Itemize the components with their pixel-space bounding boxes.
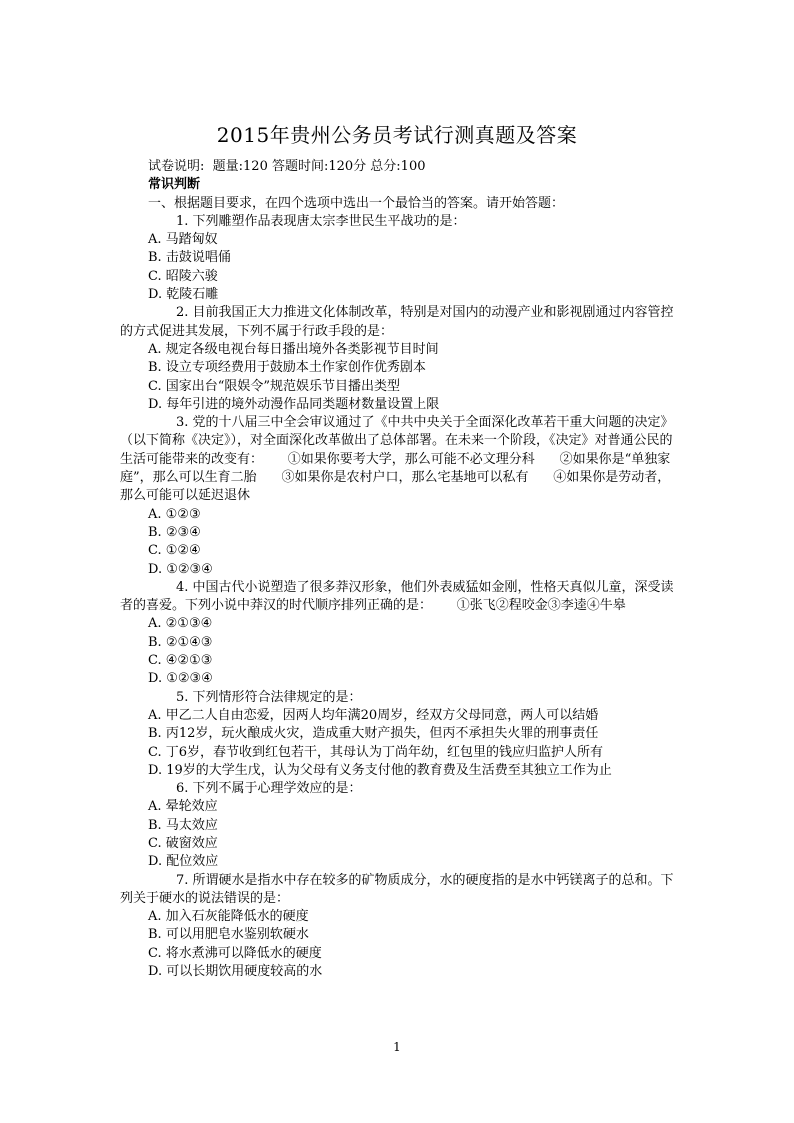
option: A. 晕轮效应	[148, 799, 218, 815]
question-stem: 2. 目前我国正大力推进文化体制改革，特别是对国内的动漫产业和影视剧通过内容管控的方式促进其发展，下列不属于行政手段的是：	[120, 305, 674, 339]
option: B. 可以用肥皂水鉴别软硬水	[148, 927, 309, 943]
page-number: 1	[393, 1040, 401, 1054]
option: B. 马太效应	[148, 817, 218, 833]
option: D. 配位效应	[148, 854, 219, 870]
option: D. 19岁的大学生戊，认为父母有义务支付他的教育费及生活费至其独立工作为止	[148, 762, 612, 778]
option: C. ④②①③	[148, 653, 213, 669]
option: C. 国家出台“限娱令”规范娱乐节目播出类型	[148, 378, 401, 394]
option: A. ①②③	[148, 506, 201, 522]
instruction-text: 一、根据题目要求，在四个选项中选出一个最恰当的答案。请开始答题：	[148, 195, 565, 211]
question-stem: 7. 所谓硬水是指水中存在较多的矿物质成分，水的硬度指的是水中钙镁离子的总和。下列关于硬水的说法错误的是：	[120, 872, 674, 906]
option: D. 乾陵石雕	[148, 287, 219, 303]
option: B. 丙12岁，玩火酿成火灾，造成重大财产损失，但丙不承担失火罪的刑事责任	[148, 726, 599, 742]
question-stem: 3. 党的十八届三中全会审议通过了《中共中央关于全面深化改革若干重大问题的决定》（以下简称《决定》），对全面深化改革做出了总体部署。在未来一个阶段，《决定》对普通公民的生活可能带来的改变有： ①如果你要考大学，那么可能不必文理分科 ②如果你是“单独家庭”，那么可以生育二胎 ③如果你是农村户口，那么宅基地可以私有 ④如果你是劳动者，那么可能可以延迟退休	[120, 415, 674, 504]
option: C. 丁6岁，春节收到红包若干，其母认为丁尚年幼，红包里的钱应归监护人所有	[148, 744, 604, 760]
section-heading: 常识判断	[148, 177, 201, 193]
question-stem: 5. 下列情形符合法律规定的是：	[176, 689, 362, 705]
document-body	[120, 158, 680, 981]
option: A. ②①③④	[148, 616, 213, 632]
option: B. ②①④③	[148, 634, 213, 650]
option: D. ①②③④	[148, 671, 213, 687]
option: D. 每年引进的境外动漫作品同类题材数量设置上限	[148, 396, 440, 412]
option: A. 马踏匈奴	[148, 232, 218, 248]
option: A. 规定各级电视台每日播出境外各类影视节目时间	[148, 341, 439, 357]
option: B. ②③④	[148, 524, 201, 540]
option: C. 破窗效应	[148, 835, 218, 851]
exam-info: 试卷说明: 题量:120 答题时间:120分 总分:100	[148, 159, 426, 174]
option: D. ①②③④	[148, 561, 213, 577]
option: C. 将水煮沸可以降低水的硬度	[148, 945, 322, 961]
question-stem: 1. 下列雕塑作品表现唐太宗李世民生平战功的是：	[176, 213, 466, 229]
option: A. 加入石灰能降低水的硬度	[148, 909, 309, 925]
option: C. 昭陵六骏	[148, 268, 218, 284]
option: B. 击鼓说唱俑	[148, 250, 231, 266]
question-stem: 4. 中国古代小说塑造了很多莽汉形象，他们外表威猛如金刚，性格天真似儿童，深受读者的喜爱。下列小说中莽汉的时代顺序排列正确的是： ①张飞②程咬金③李逵④牛皋	[120, 579, 674, 614]
question-stem: 6. 下列不属于心理学效应的是：	[176, 781, 362, 797]
option: C. ①②④	[148, 543, 201, 559]
option: B. 设立专项经费用于鼓励本土作家创作优秀剧本	[148, 360, 426, 376]
option: A. 甲乙二人自由恋爱，因两人均年满20周岁，经双方父母同意，两人可以结婚	[148, 707, 599, 723]
document-title: 2015年贵州公务员考试行测真题及答案	[216, 123, 578, 147]
option: D. 可以长期饮用硬度较高的水	[148, 964, 323, 980]
